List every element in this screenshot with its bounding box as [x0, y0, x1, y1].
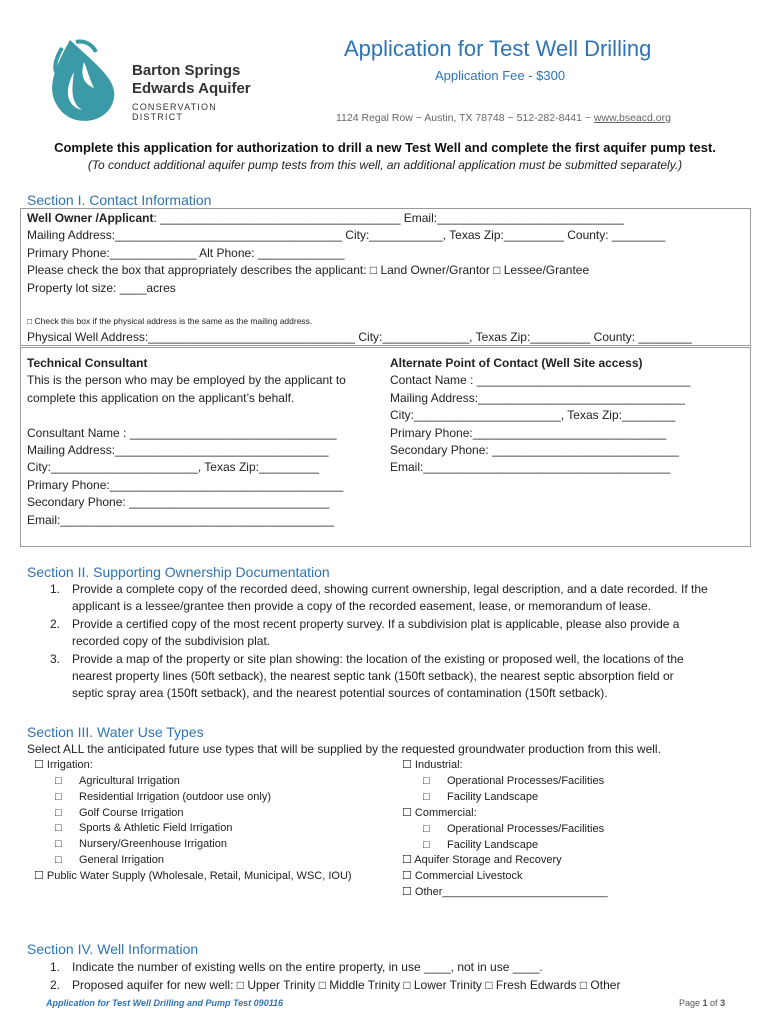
footer-form-id: Application for Test Well Drilling and Pump Test 090116 — [46, 998, 284, 1008]
list-text: General Irrigation — [79, 853, 164, 866]
application-fee: Application Fee - $300 — [435, 68, 566, 83]
intro-main: Complete this application for authorization to drill a new Test Well and complete the first aquifer pump test. — [54, 140, 716, 155]
list-text: Facility Landscape — [447, 790, 539, 803]
physical-address-row[interactable]: Physical Well Address:_______________________________ City:_____________, Texas Zip:_________ County: ________ — [27, 330, 692, 344]
tech-consultant-heading: Technical Consultant — [27, 356, 148, 370]
list-text: Operational Processes/Facilities — [447, 775, 605, 787]
existing-wells-item[interactable] — [50, 959, 543, 976]
alt-name-field[interactable]: Contact Name : ________________________________ — [390, 373, 691, 388]
list-number: 1. — [50, 582, 61, 596]
checkbox-icon[interactable]: □ — [423, 823, 430, 835]
list-number: 2. — [50, 978, 61, 992]
ownership-docs-list — [50, 581, 750, 703]
checkbox-icon[interactable]: □ — [55, 853, 62, 866]
section3-heading: Section III. Water Use Types — [27, 724, 204, 740]
logo-line2: Edwards Aquifer — [132, 80, 251, 97]
other-use-checkbox[interactable]: ☐ Other___________________________ — [402, 886, 608, 898]
checkbox-icon[interactable]: □ — [55, 775, 62, 787]
checkbox-icon[interactable]: □ — [55, 790, 62, 803]
water-use-instruction: Select ALL the anticipated future use types that will be supplied by the requested groundwater production from this well. — [27, 742, 661, 756]
list-text[interactable]: Indicate the number of existing wells on the entire property, in use ____, not in use ____. — [72, 960, 543, 974]
list-text: Facility Landscape — [447, 838, 539, 851]
list-item — [50, 581, 750, 598]
list-text: nearest property lines (50ft setback), the nearest septic tank (150ft setback), the nearest septic absorption field or — [72, 669, 674, 684]
list-item[interactable] — [423, 774, 604, 790]
list-item — [50, 685, 750, 702]
section4-heading: Section IV. Well Information — [27, 941, 199, 957]
proposed-aquifer-item[interactable] — [50, 977, 620, 994]
aquifer-storage-checkbox[interactable]: ☐ Aquifer Storage and Recovery — [402, 854, 562, 866]
list-item — [50, 668, 750, 685]
list-number: 1. — [50, 960, 61, 974]
checkbox-icon[interactable]: □ — [423, 790, 430, 803]
list-text: Operational Processes/Facilities — [447, 823, 605, 835]
list-text: Golf Course Irrigation — [79, 806, 184, 819]
alt-primary-phone-field[interactable]: Primary Phone:_____________________________ — [390, 425, 667, 440]
consultant-city-field[interactable]: City:______________________, Texas Zip:_________ — [27, 460, 320, 475]
checkbox-icon[interactable]: □ — [423, 775, 430, 787]
checkbox-icon[interactable]: □ — [55, 806, 62, 819]
list-number: 3. — [50, 651, 61, 666]
irrigation-sublist — [55, 774, 271, 869]
list-item[interactable] — [55, 790, 271, 806]
livestock-checkbox[interactable]: ☐ Commercial Livestock — [402, 870, 523, 882]
list-text: Agricultural Irrigation — [79, 775, 180, 787]
page-of: of — [707, 998, 721, 1008]
list-item[interactable] — [423, 838, 604, 854]
page-number — [679, 998, 725, 1008]
logo-line1: Barton Springs — [132, 62, 241, 79]
commercial-sublist — [423, 822, 604, 854]
list-item[interactable] — [55, 774, 271, 790]
page-label: Page — [679, 998, 703, 1008]
tech-desc2: complete this application on the applicant’s behalf. — [27, 390, 295, 405]
list-text: Provide a certified copy of the most recent property survey. If a subdivision plat is applicable, please also provide a — [72, 616, 680, 631]
checkbox-icon[interactable]: □ — [55, 822, 62, 835]
owner-label: Well Owner /Applicant — [27, 211, 154, 225]
mailing-row[interactable]: Mailing Address:__________________________________ City:___________, Texas Zip:_________ County: ________ — [27, 228, 666, 243]
logo-line3: CONSERVATION DISTRICT — [132, 102, 217, 122]
consultant-primary-phone-field[interactable]: Primary Phone:___________________________________ — [27, 477, 344, 492]
alt-contact-heading: Alternate Point of Contact (Well Site access) — [390, 356, 643, 370]
industrial-sublist — [423, 774, 604, 806]
list-item — [50, 651, 750, 668]
alt-mailing-field[interactable]: Mailing Address:_______________________________ — [390, 390, 685, 405]
page-current: 1 — [702, 998, 708, 1008]
list-text: septic spray area (150ft setback), and the nearest potential sources of contamination (150ft setback). — [72, 686, 608, 701]
owner-row — [27, 210, 624, 227]
owner-line[interactable]: : ____________________________________ Email:____________________________ — [153, 211, 624, 225]
list-text: Provide a complete copy of the recorded deed, showing current ownership, legal description, and a date recorded. If the — [72, 582, 708, 596]
tech-desc1: This is the person who may be employed by the applicant to — [27, 373, 346, 388]
irrigation-checkbox[interactable]: ☐ Irrigation: — [34, 759, 93, 771]
list-item[interactable] — [55, 837, 271, 853]
list-item[interactable] — [55, 806, 271, 822]
lot-size-row[interactable]: Property lot size: ____acres — [27, 280, 176, 295]
water-drop-logo-icon — [40, 36, 130, 126]
address-text: 1124 Regal Row ~ Austin, TX 78748 ~ 512-282-8441 ~ — [336, 112, 594, 124]
consultant-mailing-field[interactable]: Mailing Address:________________________________ — [27, 443, 329, 457]
list-text[interactable]: Proposed aquifer for new well: □ Upper Trinity □ Middle Trinity □ Lower Trinity □ Fresh Edwards □ Other — [72, 978, 621, 992]
list-number: 2. — [50, 616, 61, 631]
consultant-secondary-phone-field[interactable]: Secondary Phone: ______________________________ — [27, 495, 330, 510]
alt-email-field[interactable]: Email:_____________________________________ — [390, 460, 671, 475]
list-text: Sports & Athletic Field Irrigation — [79, 822, 233, 835]
list-item — [50, 633, 750, 650]
list-text: recorded copy of the subdivision plat. — [72, 634, 271, 649]
checkbox-icon[interactable]: □ — [55, 838, 62, 851]
list-text: Provide a map of the property or site plan showing: the location of the existing or proposed well, the locations of the — [72, 651, 684, 666]
list-item[interactable] — [423, 790, 604, 806]
list-item[interactable] — [55, 853, 271, 869]
list-item[interactable] — [423, 822, 604, 838]
industrial-checkbox[interactable]: ☐ Industrial: — [402, 759, 463, 771]
list-item — [50, 598, 750, 615]
consultant-email-field[interactable]: Email:_________________________________________ — [27, 512, 334, 527]
district-address — [336, 112, 671, 124]
list-text: applicant is a lessee/grantee then provide a copy of the recorded easement, lease, or memorandum of lease. — [72, 599, 652, 614]
logo — [40, 36, 260, 126]
alt-secondary-phone-field[interactable]: Secondary Phone: ____________________________ — [390, 443, 679, 457]
alt-city-field[interactable]: City:______________________, Texas Zip:________ — [390, 408, 676, 423]
list-text: Nursery/Greenhouse Irrigation — [79, 838, 227, 851]
applicant-type-row[interactable]: Please check the box that appropriately describes the applicant: □ Land Owner/Grantor □ Lessee/Grantee — [27, 263, 590, 278]
page-title: Application for Test Well Drilling — [344, 36, 652, 61]
phone-row[interactable]: Primary Phone:_____________ Alt Phone: _____________ — [27, 245, 345, 260]
public-water-checkbox[interactable]: ☐ Public Water Supply (Wholesale, Retail, Municipal, WSC, IOU) — [34, 870, 352, 882]
page-total: 3 — [720, 998, 726, 1008]
checkbox-icon[interactable]: □ — [423, 838, 430, 851]
section1-heading: Section I. Contact Information — [27, 192, 212, 208]
consultant-name-field[interactable]: Consultant Name : _______________________________ — [27, 425, 337, 440]
section2-heading: Section II. Supporting Ownership Documentation — [27, 564, 330, 580]
same-address-checkbox[interactable]: □ Check this box if the physical address is the same as the mailing address. — [27, 316, 313, 326]
commercial-checkbox[interactable]: ☐ Commercial: — [402, 807, 477, 819]
list-item[interactable] — [55, 821, 271, 837]
list-text: Residential Irrigation (outdoor use only) — [79, 790, 271, 803]
list-item — [50, 616, 750, 633]
intro-sub: (To conduct additional aquifer pump tests from this well, an additional application must be submitted separately.) — [87, 158, 683, 172]
website-link[interactable]: www.bseacd.org — [593, 112, 671, 124]
